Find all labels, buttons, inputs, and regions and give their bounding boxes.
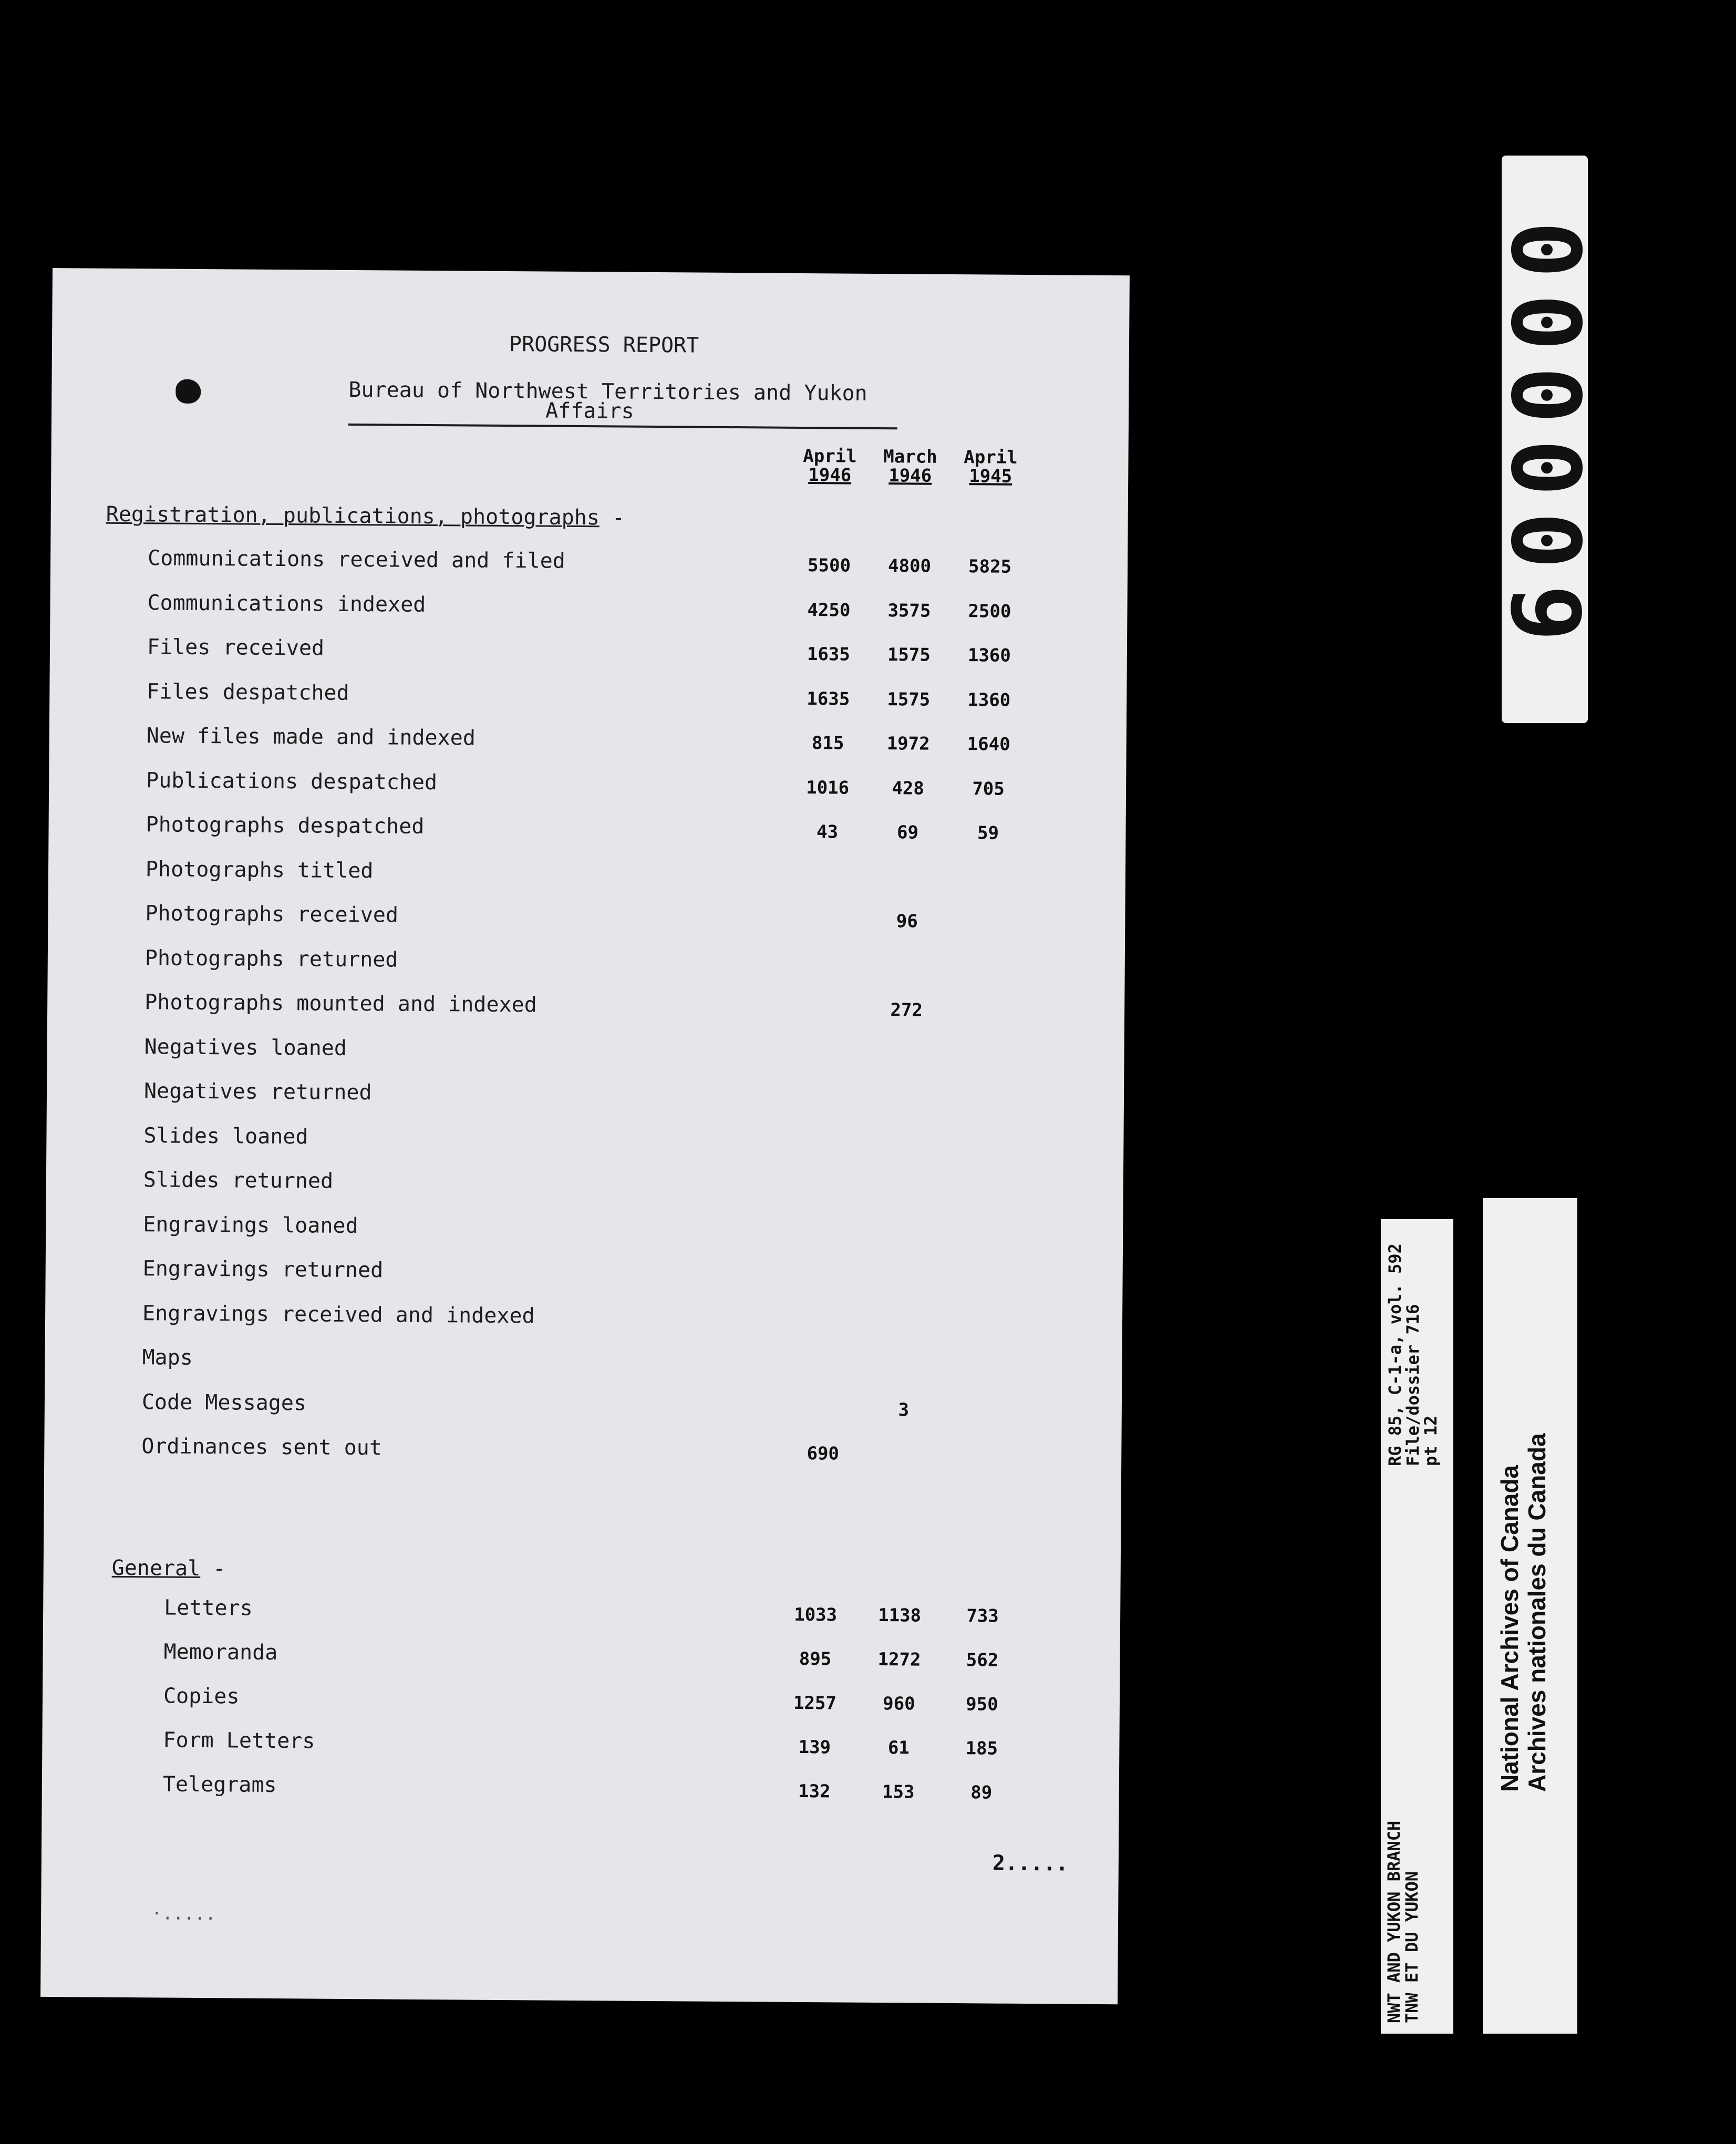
punch-hole <box>175 379 201 404</box>
row-value: 61 <box>887 1737 910 1759</box>
row-value <box>948 911 1027 912</box>
row-value: 1033 <box>794 1604 838 1626</box>
row-label: Telegrams <box>162 1772 277 1798</box>
row-value <box>865 1310 944 1311</box>
row-value <box>944 1444 1023 1445</box>
report-subtitle-continued: Affairs <box>545 398 634 424</box>
row-label: Engravings returned <box>142 1256 384 1283</box>
row-value: 1257 <box>793 1692 837 1714</box>
row-value: 2500 <box>968 600 1011 622</box>
row-label: Ordinances sent out <box>141 1434 383 1460</box>
row-label: Communications indexed <box>147 590 426 617</box>
archive-name-english: National Archives of Canada <box>1496 1465 1523 1792</box>
row-value <box>784 1354 863 1355</box>
row-value: 950 <box>966 1694 998 1715</box>
row-value: 960 <box>883 1693 915 1715</box>
row-value: 1575 <box>887 688 931 710</box>
row-value <box>866 1132 945 1133</box>
row-value <box>788 865 866 866</box>
table-row <box>43 1683 1120 1722</box>
part-reference: pt 12 <box>1421 1415 1441 1466</box>
table-row <box>47 1034 1124 1073</box>
row-value: 4800 <box>887 555 932 577</box>
row-value: 690 <box>807 1443 840 1465</box>
row-value: 132 <box>798 1780 831 1802</box>
table-row <box>49 767 1126 806</box>
row-value: 815 <box>811 733 844 754</box>
margin-dots: ·..... <box>151 1903 216 1925</box>
column-header-april-1945: April 1945 <box>964 447 1018 487</box>
row-value: 1972 <box>886 733 930 755</box>
row-value: 69 <box>896 822 919 843</box>
row-value <box>866 1088 945 1089</box>
table-row <box>48 901 1125 940</box>
row-value: 272 <box>890 999 923 1021</box>
row-value <box>868 866 947 867</box>
row-value: 5825 <box>968 556 1012 578</box>
table-row <box>44 1434 1121 1472</box>
file-reference: File/dossier 716 <box>1403 1304 1423 1466</box>
row-label: Letters <box>164 1595 253 1621</box>
title-underline <box>348 424 897 429</box>
row-value: 96 <box>896 911 918 932</box>
row-value: 3575 <box>887 600 931 622</box>
row-value: 562 <box>966 1650 999 1671</box>
archive-name-french: Archives nationales du Canada <box>1523 1433 1551 1792</box>
row-value: 1272 <box>877 1649 921 1671</box>
row-label: Copies <box>163 1684 240 1709</box>
row-label: New files made and indexed <box>146 724 476 750</box>
row-label: Photographs despatched <box>146 812 425 839</box>
row-label: Photographs received <box>145 901 399 927</box>
table-row <box>42 1727 1119 1766</box>
row-value: 428 <box>892 777 924 799</box>
table-row <box>48 812 1125 851</box>
reel-number: 000009 <box>1490 221 1600 658</box>
table-row <box>45 1345 1122 1384</box>
record-group-reference: RG 85, C-1-a, vol. 592 <box>1385 1243 1405 1466</box>
row-value <box>787 954 866 955</box>
row-label: Photographs returned <box>144 945 398 972</box>
row-label: Slides returned <box>143 1168 334 1193</box>
row-value <box>946 1266 1025 1267</box>
column-header-march-1946: March 1946 <box>883 446 937 487</box>
row-value: 59 <box>977 822 999 844</box>
row-value <box>784 1398 863 1399</box>
table-row <box>42 1771 1119 1810</box>
table-row <box>45 1256 1122 1295</box>
row-value: 3 <box>898 1399 910 1420</box>
row-value: 139 <box>798 1736 831 1758</box>
table-row <box>47 1078 1124 1117</box>
row-value <box>785 1265 864 1266</box>
row-value: 1635 <box>807 644 850 665</box>
row-value: 1640 <box>967 734 1010 755</box>
row-value: 733 <box>966 1605 999 1627</box>
row-label: Negatives returned <box>143 1079 372 1105</box>
table-row <box>46 1167 1123 1206</box>
row-label: Photographs mounted and indexed <box>144 990 537 1017</box>
row-label: Maps <box>142 1345 193 1370</box>
archive-label <box>1483 1198 1577 2034</box>
row-value: 1360 <box>967 689 1011 711</box>
branch-name-french: TNW ET DU YUKON <box>1402 1871 1422 2023</box>
row-value <box>787 1043 865 1044</box>
row-value: 1016 <box>806 777 850 799</box>
row-label: Files despatched <box>147 679 349 705</box>
table-row <box>50 590 1127 628</box>
table-row <box>45 1300 1122 1339</box>
row-value: 895 <box>799 1648 832 1670</box>
row-value <box>947 1044 1026 1045</box>
row-label: Negatives loaned <box>144 1034 347 1060</box>
table-row <box>46 1122 1123 1161</box>
row-value: 43 <box>816 821 839 843</box>
row-value <box>945 1355 1024 1356</box>
table-row <box>43 1639 1120 1678</box>
branch-name: NWT AND YUKON BRANCH <box>1384 1820 1404 2023</box>
report-page <box>40 268 1130 2004</box>
row-value: 4250 <box>807 599 851 621</box>
report-title: PROGRESS REPORT <box>509 332 699 358</box>
row-label: Slides loaned <box>143 1123 308 1149</box>
row-value <box>948 955 1027 956</box>
row-value: 185 <box>965 1738 998 1759</box>
table-row <box>49 723 1127 762</box>
row-value: 1360 <box>967 645 1011 666</box>
row-value: 705 <box>972 778 1005 800</box>
reference-label <box>1381 1219 1453 2034</box>
table-row <box>50 634 1127 673</box>
row-label: Communications received and filed <box>147 546 566 573</box>
row-label: Code Messages <box>141 1389 307 1415</box>
row-value: 5500 <box>807 555 851 576</box>
table-row <box>46 1211 1123 1250</box>
table-row <box>47 989 1124 1028</box>
row-label: Files received <box>147 635 325 661</box>
row-value: 89 <box>970 1782 993 1803</box>
row-value <box>788 910 866 911</box>
page-continuation: 2..... <box>992 1851 1069 1876</box>
table-row <box>45 1389 1122 1428</box>
reel-number-label <box>1490 156 1600 723</box>
table-row <box>49 678 1127 717</box>
section-heading-general: General - <box>111 1555 226 1581</box>
row-value: 153 <box>882 1781 915 1803</box>
table-row <box>48 945 1125 984</box>
row-label: Photographs titled <box>145 857 374 883</box>
row-value: 1138 <box>878 1605 922 1626</box>
row-label: Engravings received and indexed <box>142 1301 535 1328</box>
column-header-april-1946: April 1946 <box>803 445 857 486</box>
row-label: Form Letters <box>163 1728 315 1754</box>
section-heading-registration: Registration, publications, photographs - <box>106 502 625 530</box>
row-value <box>945 1399 1024 1400</box>
table-row <box>48 856 1125 895</box>
row-label: Memoranda <box>163 1640 278 1665</box>
row-value: 1635 <box>807 688 850 710</box>
row-label: Publications despatched <box>146 768 438 795</box>
table-row <box>50 545 1128 584</box>
row-label: Engravings loaned <box>143 1212 358 1238</box>
row-value: 1575 <box>887 644 931 666</box>
report-subtitle: Bureau of Northwest Territories and Yukon <box>348 377 867 406</box>
row-value <box>865 1221 944 1222</box>
row-value <box>947 1000 1026 1001</box>
row-value <box>866 1177 945 1178</box>
table-row <box>43 1595 1120 1634</box>
